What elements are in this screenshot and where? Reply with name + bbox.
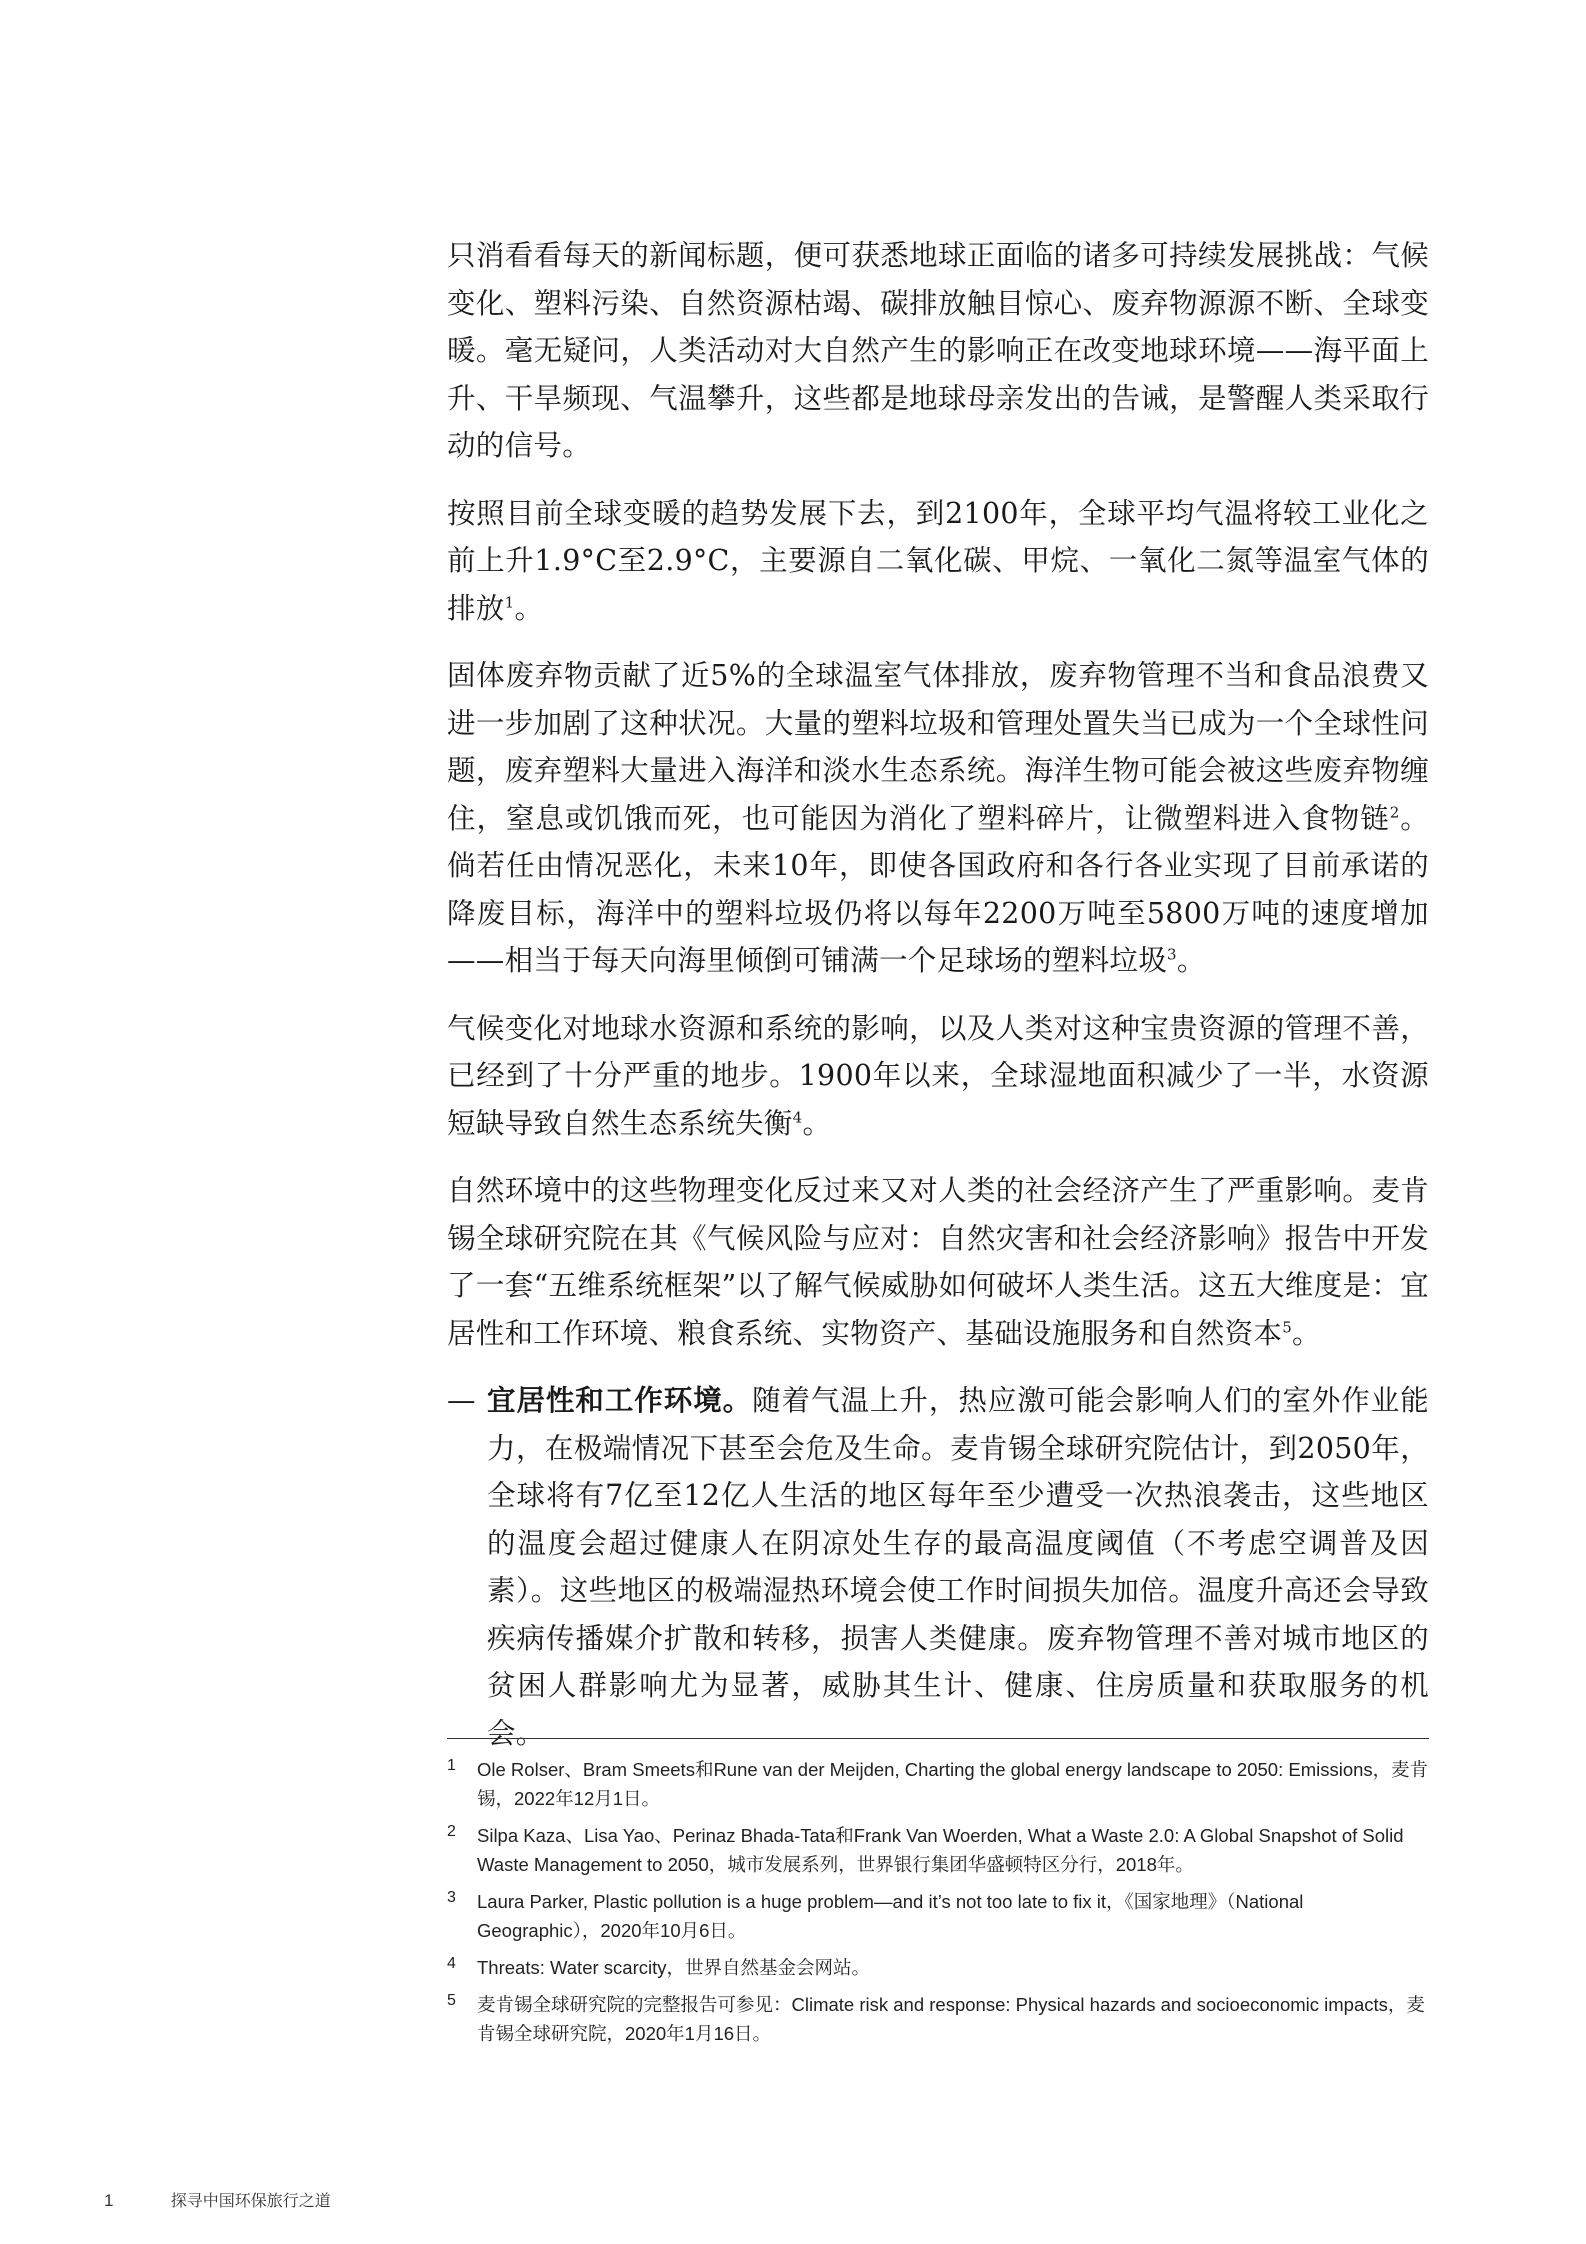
footnote-1 [447, 1755, 1429, 1813]
footnote-text: Ole Rolser、Bram Smeets和Rune van der Meijden, Charting the global energy landscape to 2050: Emissions，麦肯锡，2022年12月1日。 [477, 1759, 1429, 1809]
paragraph-3: 固体废弃物贡献了近5%的全球温室气体排放，废弃物管理不当和食品浪费又进一步加剧了这种状况。大量的塑料垃圾和管理处置失当已成为一个全球性问题，废弃塑料大量进入海洋和淡水生态系统。海洋生物可能会被这些废弃物缠住，窒息或饥饿而死，也可能因为消化了塑料碎片，让微塑料进入食物链$^2$。倘若任由情况恶化，未来10年，即使各国政府和各行各业实现了目前承诺的降废目标，海洋中的塑料垃圾仍将以每年2200万吨至5800万吨的速度增加——相当于每天向海里倾倒可铺满一个足球场的塑料垃圾$^3$。 [447, 659, 1429, 977]
footnote-number: 3 [447, 1889, 456, 1906]
footnote-4 [447, 1953, 1429, 1982]
page-number: 1 [104, 2191, 114, 2210]
footnote-ref[interactable]: 4 [792, 1108, 803, 1126]
footnote-number: 5 [447, 1992, 456, 2009]
paragraph-4: 气候变化对地球水资源和系统的影响，以及人类对这种宝贵资源的管理不善，已经到了十分严重的地步。1900年以来，全球湿地面积减少了一半，水资源短缺导致自然生态系统失衡$^4$。 [447, 1011, 1429, 1140]
footnote-ref[interactable]: 2 [1389, 803, 1400, 821]
main-content [447, 232, 1429, 1777]
document-title: 探寻中国环保旅行之道 [170, 2191, 331, 2210]
footnote-text: Laura Parker, Plastic pollution is a huge problem—and it’s not too late to fix it，《国家地理》（National Geographic），2020年10月6日。 [477, 1891, 1304, 1941]
bullet-livability [447, 1377, 1429, 1757]
footnote-ref[interactable]: 5 [1282, 1318, 1293, 1336]
footnote-ref[interactable]: 3 [1167, 945, 1177, 964]
footnotes [447, 1738, 1429, 2056]
footnote-number: 4 [447, 1955, 456, 1972]
footnote-2 [447, 1821, 1429, 1879]
bullet-dash: — [447, 1384, 476, 1417]
footnote-number: 2 [447, 1823, 456, 1840]
footnote-text: 麦肯锡全球研究院的完整报告可参见：Climate risk and response: Physical hazards and socioeconomic impacts，麦肯锡全球研究院，2020年1月16日。 [477, 1994, 1425, 2044]
paragraph-1: 只消看看每天的新闻标题，便可获悉地球正面临的诸多可持续发展挑战：气候变化、塑料污染、自然资源枯竭、碳排放触目惊心、废弃物源源不断、全球变暖。毫无疑问，人类活动对大自然产生的影响正在改变地球环境——海平面上升、干旱频现、气温攀升，这些都是地球母亲发出的告诫，是警醒人类采取行动的信号。 [447, 239, 1429, 462]
footnote-5 [447, 1990, 1429, 2048]
footnote-3 [447, 1887, 1429, 1945]
footnote-text: Silpa Kaza、Lisa Yao、Perinaz Bhada-Tata和Frank Van Woerden, What a Waste 2.0: A Global Snapshot of Solid Waste Management to 2050，城市发展系列，世界银行集团华盛顿特区分行，2018年。 [477, 1825, 1404, 1875]
footnote-number: 1 [447, 1757, 456, 1774]
page-footer [104, 2188, 331, 2211]
paragraph-2: 按照目前全球变暖的趋势发展下去，到2100年，全球平均气温将较工业化之前上升1.9°C至2.9°C，主要源自二氧化碳、甲烷、一氧化二氮等温室气体的排放$^1$。 [447, 496, 1429, 625]
bullet-text: 随着气温上升，热应激可能会影响人们的室外作业能力，在极端情况下甚至会危及生命。麦肯锡全球研究院估计，到2050年，全球将有7亿至12亿人生活的地区每年至少遭受一次热浪袭击，这些地区的温度会超过健康人在阴凉处生存的最高温度阈值（不考虑空调普及因素）。这些地区的极端湿热环境会使工作时间损失加倍。温度升高还会导致疾病传播媒介扩散和转移，损害人类健康。废弃物管理不善对城市地区的贫困人群影响尤为显著，威胁其生计、健康、住房质量和获取服务的机会。 [487, 1384, 1429, 1750]
footnote-text: Threats: Water scarcity，世界自然基金会网站。 [477, 1957, 870, 1978]
footnote-ref[interactable]: 1 [504, 593, 515, 611]
paragraph-5: 自然环境中的这些物理变化反过来又对人类的社会经济产生了严重影响。麦肯锡全球研究院在其《气候风险与应对：自然灾害和社会经济影响》报告中开发了一套“五维系统框架”以了解气候威胁如何破坏人类生活。这五大维度是：宜居性和工作环境、粮食系统、实物资产、基础设施服务和自然资本$^5$。 [447, 1174, 1429, 1350]
bullet-lead: 宜居性和工作环境。 [487, 1383, 753, 1417]
